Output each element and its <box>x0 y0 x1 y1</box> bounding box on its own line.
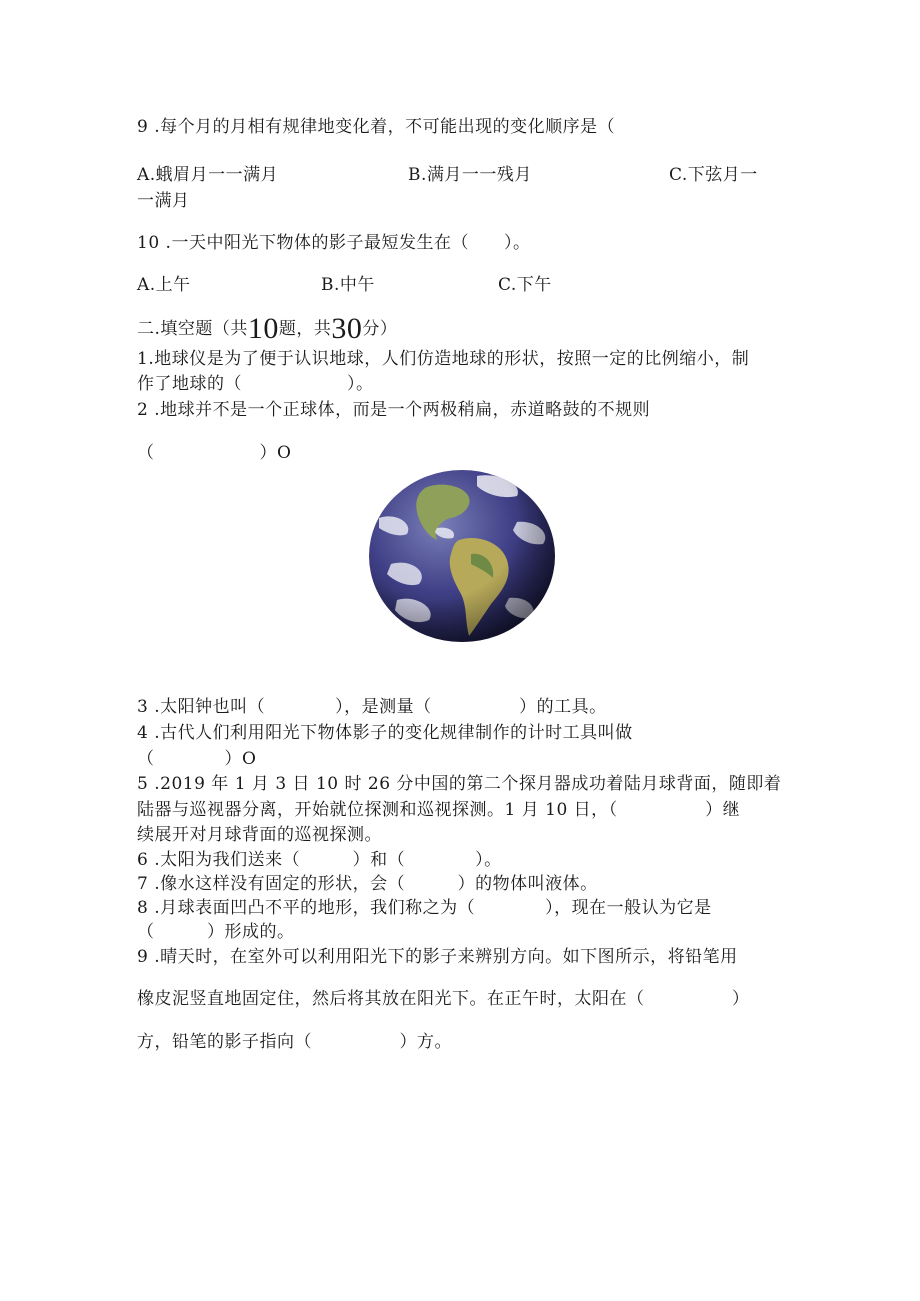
q9-option-c: C.下弦月一 <box>669 165 758 185</box>
section-heading-pre: 二.填空题（共 <box>137 319 248 339</box>
fill-q6: 6 .太阳为我们送来（ ）和（ ）。 <box>137 850 502 870</box>
q9-option-a: A.蛾眉月一一满月 <box>137 165 279 185</box>
fill-q2-line2: （ ）O <box>137 443 292 463</box>
fill-q8-line1: 8 .月球表面凹凸不平的地形，我们称之为（ ），现在一般认为它是 <box>137 898 712 918</box>
section-score: 30 <box>331 312 363 345</box>
q10-option-c: C.下午 <box>498 275 552 295</box>
earth-globe-image <box>367 468 557 644</box>
section-heading-post: 分） <box>362 319 398 339</box>
fill-q5-line1: 5 .2019 年 1 月 3 日 10 时 26 分中国的第二个探月器成功着陆月球背面，随即着 <box>137 774 782 794</box>
section-heading <box>137 312 397 346</box>
fill-q2-line1: 2 .地球并不是一个正球体，而是一个两极稍扁，赤道略鼓的不规则 <box>137 400 651 420</box>
q9-option-c-cont: 一满月 <box>137 191 190 211</box>
fill-q9-line1: 9 .晴天时，在室外可以利用阳光下的影子来辨别方向。如下图所示，将铅笔用 <box>137 947 738 967</box>
fill-q1-line2: 作了地球的（ ）。 <box>137 374 374 394</box>
section-question-count: 10 <box>247 312 279 345</box>
section-heading-mid: 题，共 <box>278 319 332 339</box>
fill-q4-line1: 4 .古代人们利用阳光下物体影子的变化规律制作的计时工具叫做 <box>137 723 633 743</box>
fill-q5-line3: 续展开对月球背面的巡视探测。 <box>137 825 382 845</box>
q10-option-b: B.中午 <box>321 275 375 295</box>
fill-q1-line1: 1.地球仪是为了便于认识地球，人们仿造地球的形状，按照一定的比例缩小，制 <box>137 349 750 369</box>
q9-stem: 9 .每个月的月相有规律地变化着，不可能出现的变化顺序是（ <box>137 117 616 137</box>
fill-q5-line2: 陆器与巡视器分离，开始就位探测和巡视探测。1 月 10 日，（ ）继 <box>137 800 741 820</box>
q10-option-a: A.上午 <box>137 275 191 295</box>
fill-q3: 3 .太阳钟也叫（ ），是测量（ ）的工具。 <box>137 697 607 717</box>
fill-q9-line2: 橡皮泥竖直地固定住，然后将其放在阳光下。在正午时，太阳在（ ） <box>137 989 750 1009</box>
q9-option-b: B.满月一一残月 <box>408 165 532 185</box>
fill-q8-line2: （ ）形成的。 <box>137 922 295 942</box>
fill-q4-line2: （ ）O <box>137 749 257 769</box>
fill-q9-line3: 方，铅笔的影子指向（ ）方。 <box>137 1032 452 1052</box>
fill-q7: 7 .像水这样没有固定的形状，会（ ）的物体叫液体。 <box>137 874 598 894</box>
q10-stem: 10 .一天中阳光下物体的影子最短发生在（ ）。 <box>137 233 531 253</box>
